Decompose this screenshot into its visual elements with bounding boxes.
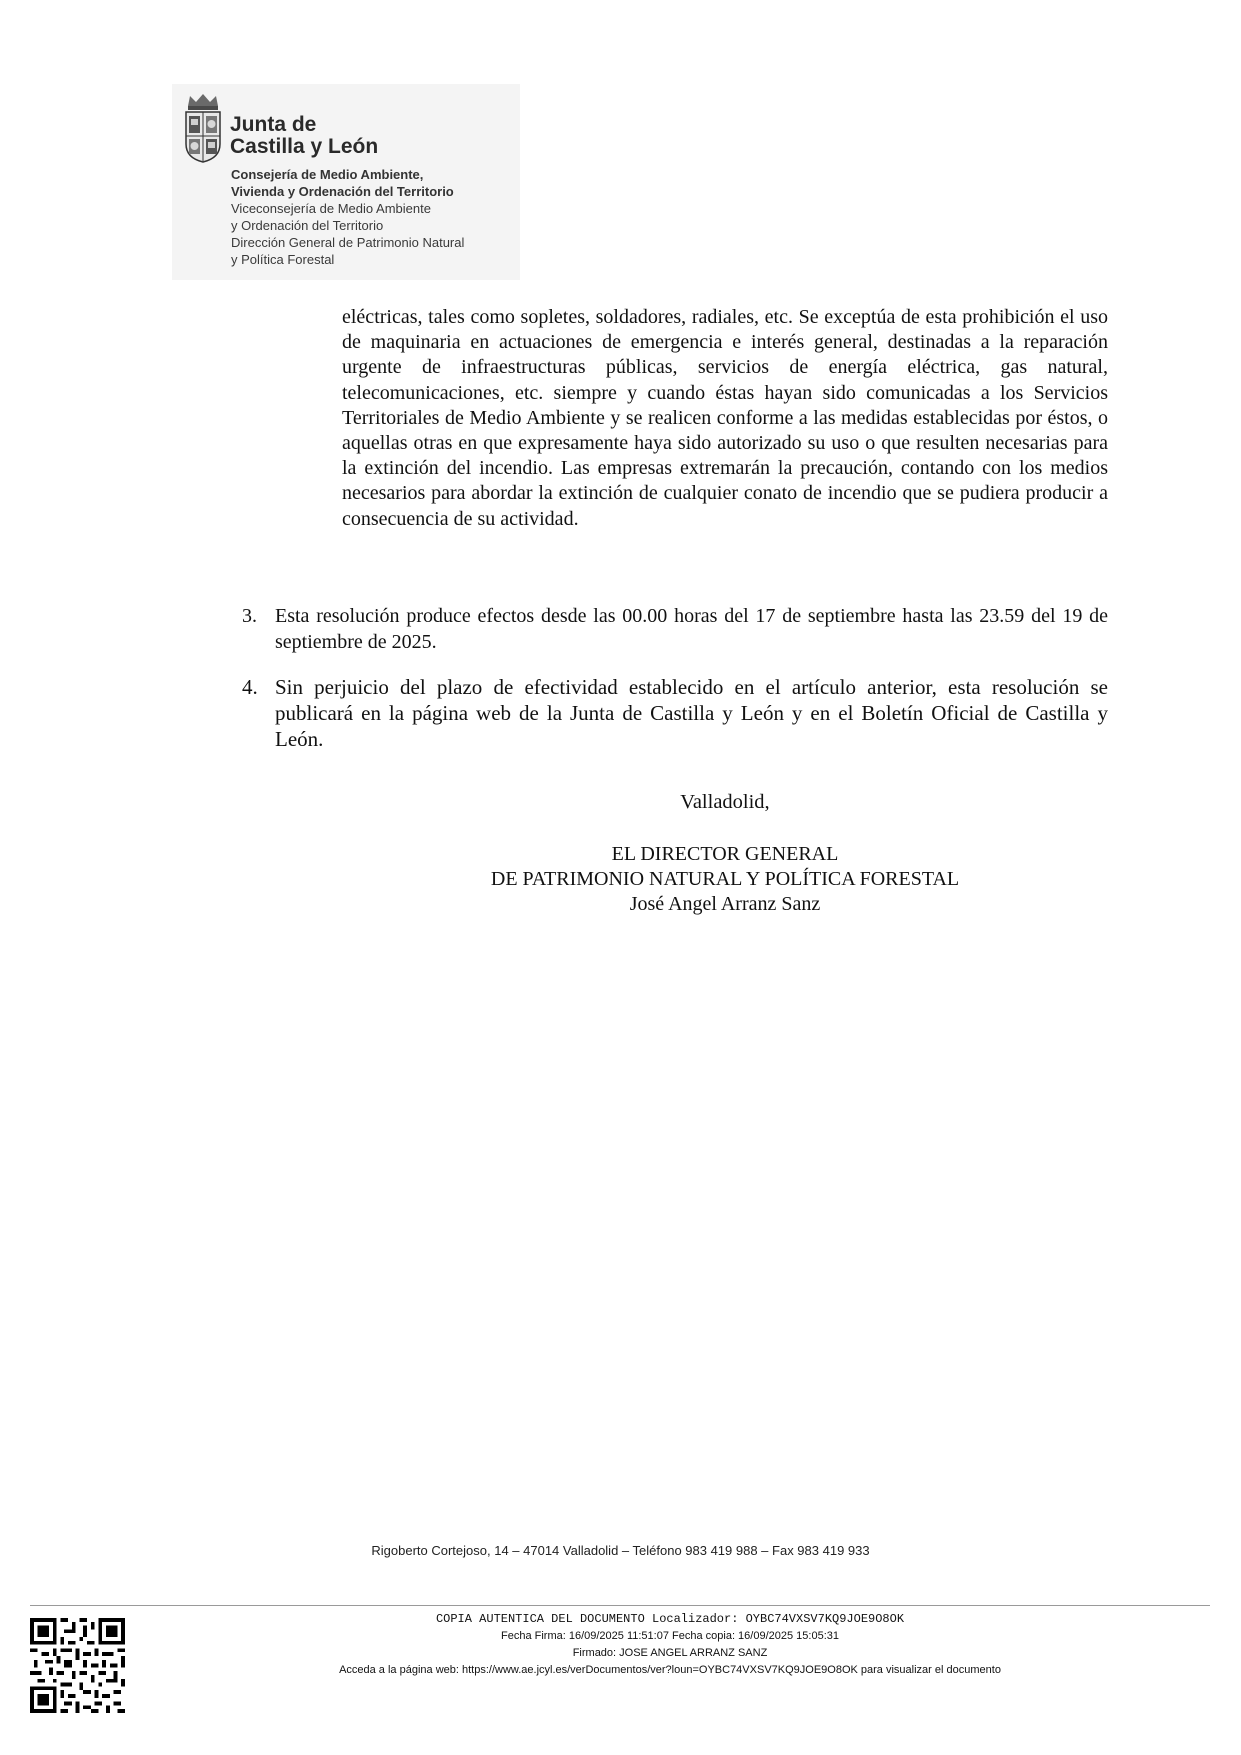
signer-block [342,842,1108,917]
footer-divider [30,1605,1210,1606]
list-item-number: 4. [242,675,258,699]
dept-line1: Consejería de Medio Ambiente, [231,167,424,182]
signature-place: Valladolid, [680,791,770,813]
list-item-number: 3. [242,605,257,627]
signed-by: Firmado: JOSE ANGEL ARRANZ SANZ [572,1647,768,1659]
verification-block [140,1611,1200,1679]
qr-code-icon[interactable] [30,1618,125,1713]
list-item [242,604,1108,655]
list-item-text: Esta resolución produce efectos desde las 00.00 horas del 17 de septiembre hasta las 23.59 del 19 de septiembre de 2025. [275,605,1108,653]
verification-link-text[interactable]: Acceda a la página web: https://www.ae.jcyl.es/verDocumentos/ver?loun=OYBC74VXSV7KQ9JOE9O8OK para visualizar el documento [339,1664,1001,1676]
signature-dates: Fecha Firma: 16/09/2025 11:51:07 Fecha copia: 16/09/2025 15:05:31 [501,1630,839,1642]
logo-title-line2: Castilla y León [230,135,379,158]
logo-title-line1: Junta de [230,113,317,136]
dg-line1: Dirección General de Patrimonio Natural [231,235,465,250]
list-item-text: Sin perjuicio del plazo de efectividad establecido en el artículo anterior, esta resolución se publicará en la página web de la Junta de Castilla y León y en el Boletín Oficial de Castilla y León. [275,675,1108,751]
copy-locator: COPIA AUTENTICA DEL DOCUMENTO Localizador: OYBC74VXSV7KQ9JOE9O8OK [435,1612,905,1626]
dg-line2: y Política Forestal [231,252,335,267]
dept-line2: Vivienda y Ordenación del Territorio [231,184,454,199]
institution-logo [172,84,520,280]
logo-title [230,114,378,158]
list-item [242,674,1108,752]
department-names [231,166,464,268]
signer-name: José Angel Arranz Sanz [629,893,821,915]
signer-title-line1: EL DIRECTOR GENERAL [611,843,839,865]
signer-title-line2: DE PATRIMONIO NATURAL Y POLÍTICA FORESTAL [490,868,960,890]
coat-of-arms-icon [182,92,224,164]
footer-address: Rigoberto Cortejoso, 14 – 47014 Valladolid – Teléfono 983 419 988 – Fax 983 419 933 [371,1543,870,1558]
vice-line2: y Ordenación del Territorio [231,218,384,233]
continuation-paragraph: eléctricas, tales como sopletes, soldadores, radiales, etc. Se exceptúa de esta prohibición el uso de maquinaria en actuaciones de emergencia e interés general, destinadas a la reparación urgente de infraestructuras públicas, servicios de energía eléctrica, gas natural, telecomunicaciones, etc. siempre y cuando éstas hayan sido comunicadas a los Servicios Territoriales de Medio Ambiente y se realicen conforme a las medidas establecidas por éstos, o aquellas otras en que expresamente haya sido autorizado su uso o que resulten necesarias para la extinción del incendio. Las empresas extremarán la precaución, contando con los medios necesarios para abordar la extinción de cualquier conato de incendio que se pudiera producir a consecuencia de su actividad. [342,306,1108,530]
vice-line1: Viceconsejería de Medio Ambiente [231,201,431,216]
